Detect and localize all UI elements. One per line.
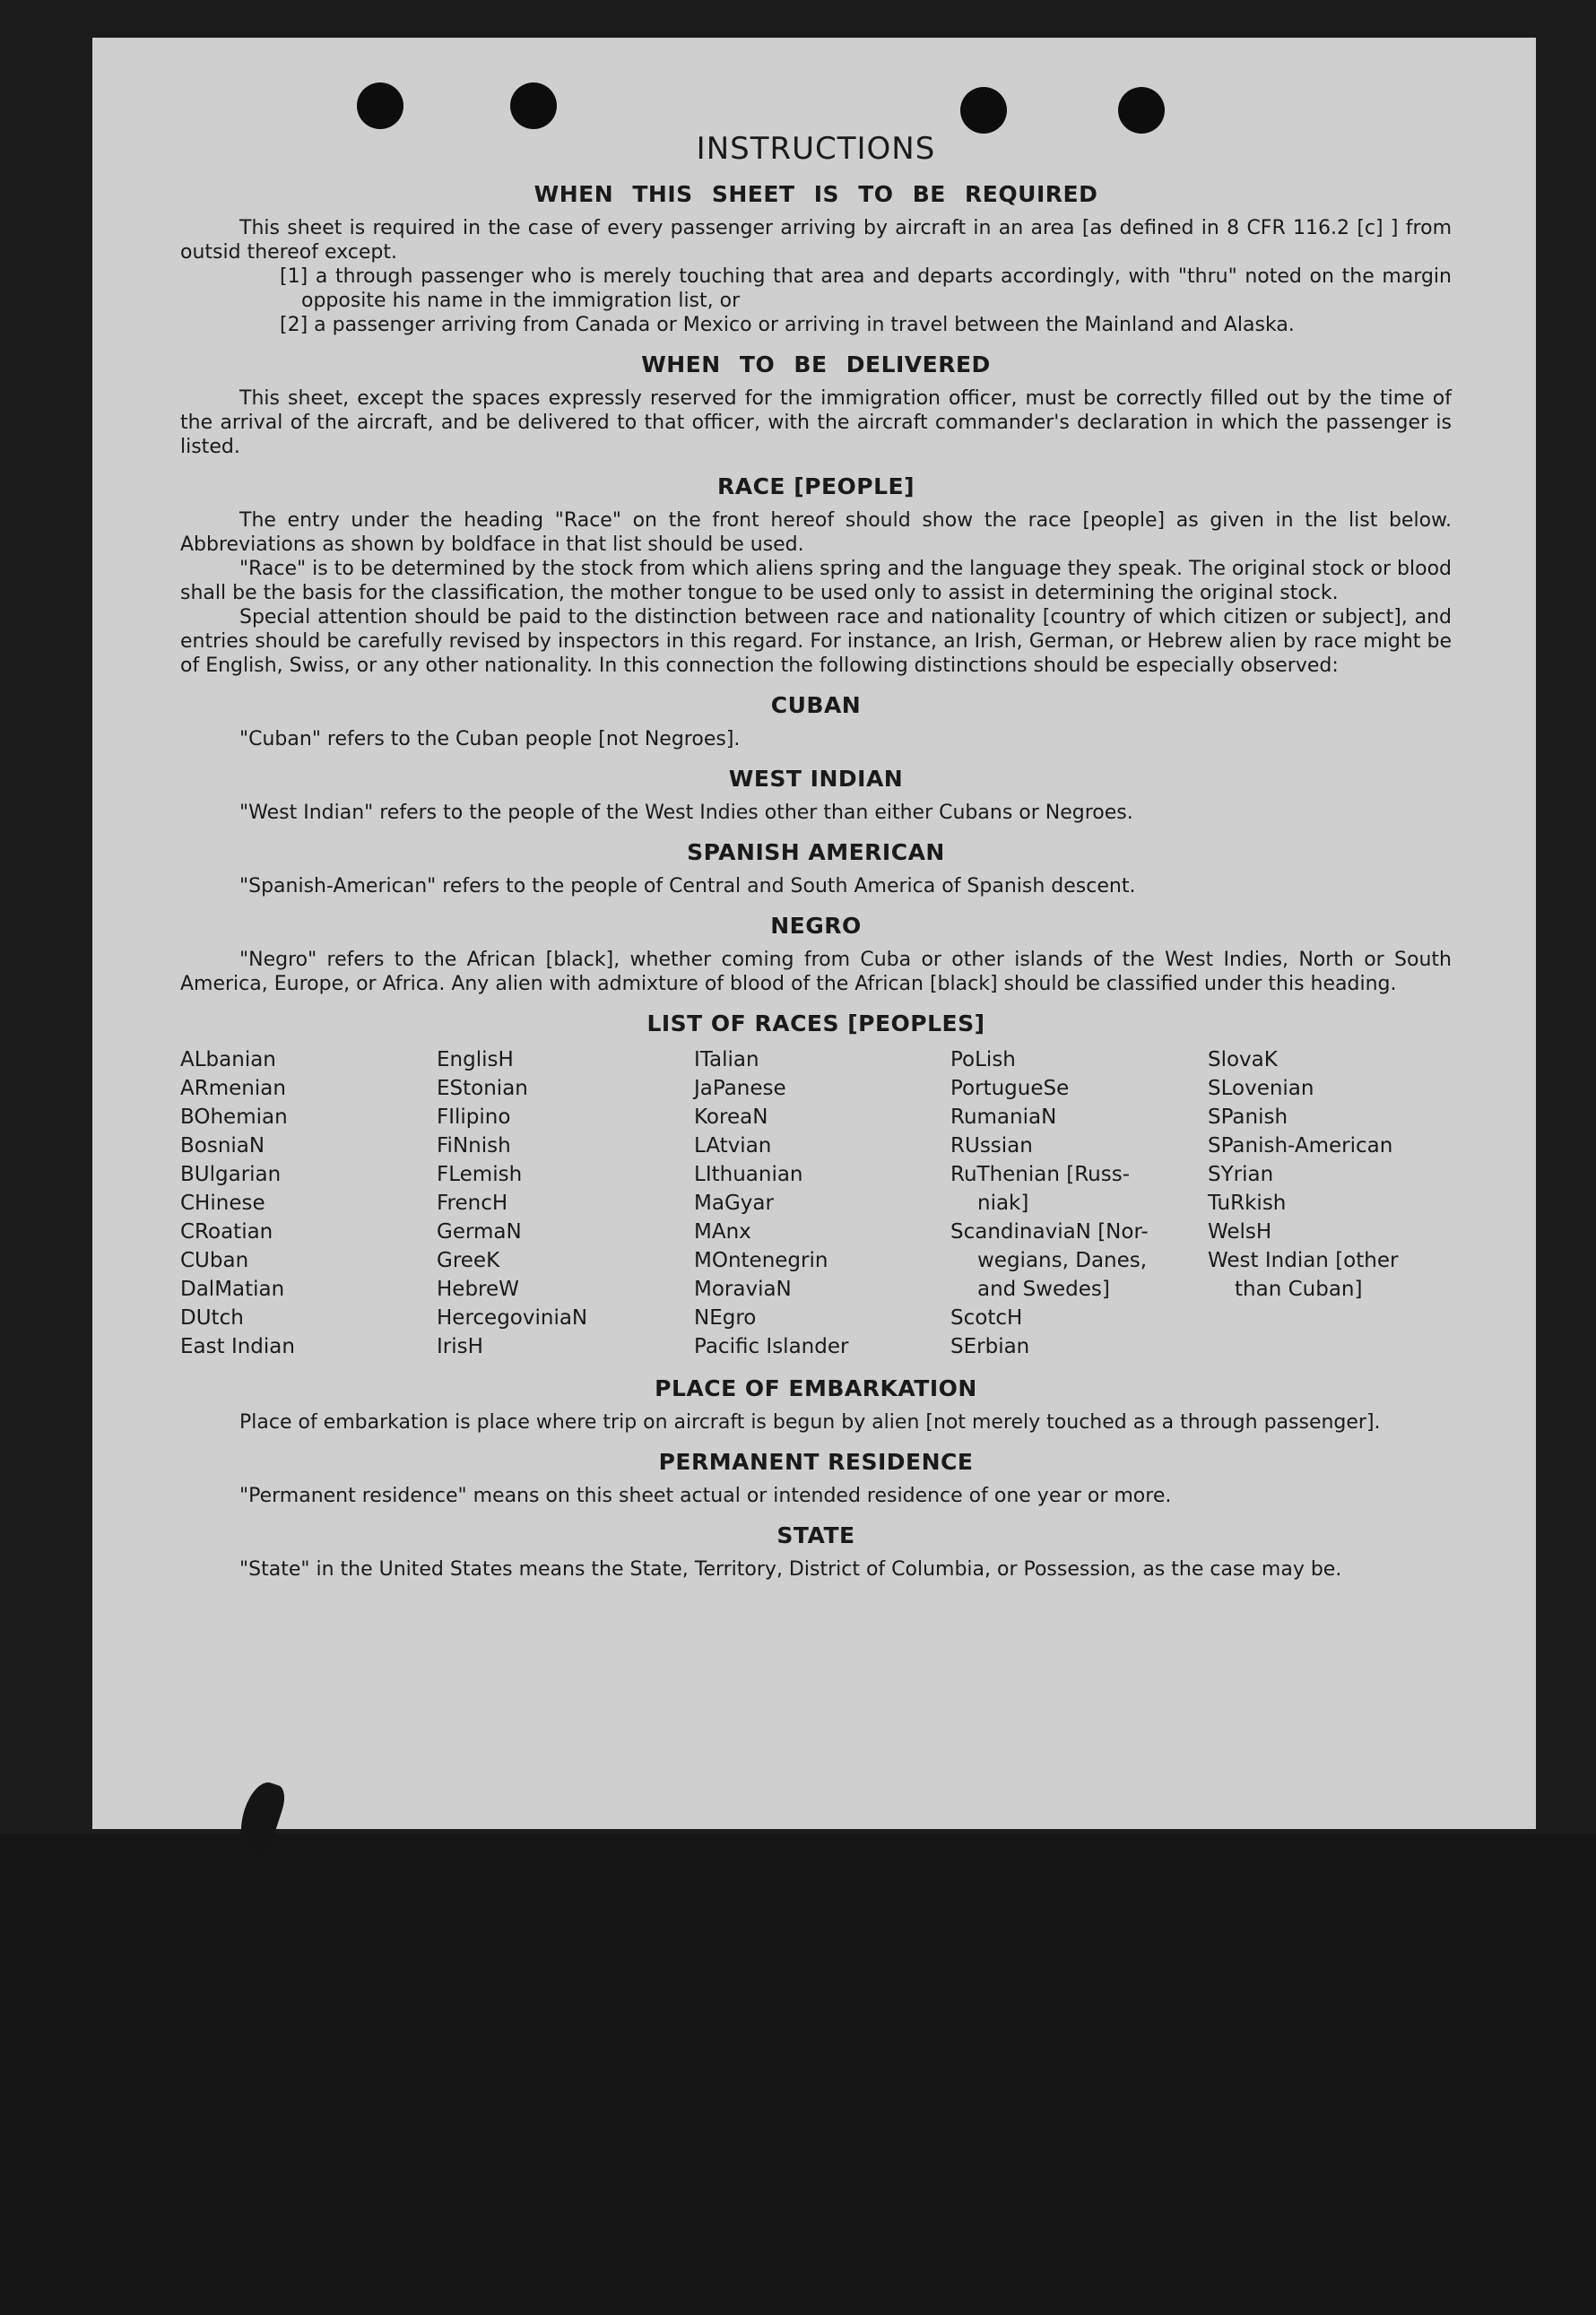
race-column-1 bbox=[180, 1045, 437, 1361]
heading-when-delivered: WHEN TO BE DELIVERED bbox=[641, 351, 991, 377]
race-entry: MOntenegrin bbox=[694, 1249, 828, 1272]
spanish-american-text: "Spanish-American" refers to the people of Central and South America of Spanish descent. bbox=[239, 875, 1136, 897]
race-entry: NEgro bbox=[694, 1306, 757, 1330]
race-entry: East Indian bbox=[180, 1335, 295, 1358]
race-entry: ScotcH bbox=[950, 1306, 1023, 1330]
race-entry: LIthuanian bbox=[694, 1163, 803, 1186]
heading-negro: NEGRO bbox=[770, 913, 862, 939]
race-entry: WelsH bbox=[1208, 1220, 1272, 1244]
race-entry: EStonian bbox=[437, 1077, 528, 1100]
race-entry: FLemish bbox=[437, 1163, 523, 1186]
when-required-intro: This sheet is required in the case of every passenger arriving by aircraft in an area [as defined in 8 CFR 116.2 [c] ] from outsid thereof except. bbox=[180, 217, 1452, 264]
race-entry: MAnx bbox=[694, 1220, 751, 1244]
heading-list-of-races: LIST OF RACES [PEOPLES] bbox=[646, 1010, 985, 1036]
race-entry: SPanish bbox=[1208, 1105, 1288, 1129]
race-entry: ITalian bbox=[694, 1048, 759, 1071]
race-entry: SYrian bbox=[1208, 1163, 1274, 1186]
race-entry: CUban bbox=[180, 1249, 249, 1272]
west-indian-text: "West Indian" refers to the people of the West Indies other than either Cubans or Negroes. bbox=[239, 802, 1133, 824]
race-column-4 bbox=[950, 1045, 1208, 1361]
race-entry: FrencH bbox=[437, 1192, 508, 1215]
race-list bbox=[180, 1045, 1452, 1361]
race-entry: LAtvian bbox=[694, 1134, 772, 1158]
race-entry: wegians, Danes, bbox=[977, 1249, 1148, 1272]
race-entry: SErbian bbox=[950, 1335, 1030, 1358]
race-entry: RUssian bbox=[950, 1134, 1033, 1158]
punch-hole bbox=[357, 82, 403, 129]
race-entry: DUtch bbox=[180, 1306, 244, 1330]
race-entry: and Swedes] bbox=[977, 1278, 1110, 1301]
exception-item-1: [1] a through passenger who is merely touching that area and departs accordingly, with "thru" noted on the margin opposite his name in the immigration list, or bbox=[280, 265, 1452, 312]
race-entry: EnglisH bbox=[437, 1048, 514, 1071]
race-entry: BUlgarian bbox=[180, 1163, 282, 1186]
race-entry: RumaniaN bbox=[950, 1105, 1057, 1129]
race-entry: niak] bbox=[977, 1192, 1029, 1215]
race-entry: MoraviaN bbox=[694, 1278, 792, 1301]
race-entry: FIlipino bbox=[437, 1105, 511, 1129]
race-entry: GreeK bbox=[437, 1249, 500, 1272]
race-entry: Pacific Islander bbox=[694, 1335, 849, 1358]
race-entry: RuThenian [Russ- bbox=[950, 1163, 1131, 1186]
race-entry: BOhemian bbox=[180, 1105, 288, 1129]
race-entry: TuRkish bbox=[1208, 1192, 1287, 1215]
heading-embarkation: PLACE OF EMBARKATION bbox=[655, 1375, 977, 1401]
punch-hole bbox=[960, 87, 1007, 134]
race-entry: GermaN bbox=[437, 1220, 522, 1244]
race-entry: DalMatian bbox=[180, 1278, 285, 1301]
race-entry: than Cuban] bbox=[1235, 1278, 1363, 1301]
film-background bbox=[0, 1834, 1596, 2315]
race-entry: FiNnish bbox=[437, 1134, 511, 1158]
race-paragraph-1: The entry under the heading "Race" on the front hereof should show the race [people] as given in the list below. Abbreviations as shown by boldface in that list should be used. bbox=[180, 509, 1452, 556]
race-entry: HercegoviniaN bbox=[437, 1306, 588, 1330]
instruction-sheet bbox=[92, 38, 1536, 1829]
race-entry: IrisH bbox=[437, 1335, 483, 1358]
negro-text: "Negro" refers to the African [black], whether coming from Cuba or other islands of the West Indies, North or South America, Europe, or Africa. Any alien with admixture of blood of the African [black] should be classified under this heading. bbox=[180, 949, 1452, 995]
race-entry: SLovenian bbox=[1208, 1077, 1314, 1100]
race-entry: West Indian [other bbox=[1208, 1249, 1399, 1272]
race-entry: BosniaN bbox=[180, 1134, 265, 1158]
race-column-2 bbox=[437, 1045, 694, 1361]
page-title: INSTRUCTIONS bbox=[696, 131, 936, 167]
race-paragraph-3: Special attention should be paid to the distinction between race and nationality [country of which citizen or subject], and entries should be carefully revised by inspectors in this regard. For instance, an Irish, German, or Hebrew alien by race might be of English, Swiss, or any other nationality. In this connection the following distinctions should be especially observed: bbox=[180, 606, 1452, 677]
race-entry: MaGyar bbox=[694, 1192, 774, 1215]
race-entry: ScandinaviaN [Nor- bbox=[950, 1220, 1149, 1244]
race-entry: PortugueSe bbox=[950, 1077, 1070, 1100]
heading-cuban: CUBAN bbox=[770, 692, 862, 718]
race-column-5 bbox=[1208, 1045, 1427, 1361]
race-entry: SPanish-American bbox=[1208, 1134, 1393, 1158]
race-entry: CRoatian bbox=[180, 1220, 273, 1244]
punch-hole bbox=[1118, 87, 1165, 134]
when-delivered-text: This sheet, except the spaces expressly reserved for the immigration officer, must be correctly filled out by the time of the arrival of the aircraft, and be delivered to that officer, with the aircraft commander's declaration in which the passenger is listed. bbox=[180, 387, 1452, 458]
exception-item-2: [2] a passenger arriving from Canada or Mexico or arriving in travel between the Mainland and Alaska. bbox=[280, 314, 1295, 336]
race-entry: JaPanese bbox=[694, 1077, 786, 1100]
cuban-text: "Cuban" refers to the Cuban people [not Negroes]. bbox=[239, 728, 741, 750]
heading-permanent-residence: PERMANENT RESIDENCE bbox=[658, 1449, 974, 1475]
heading-west-indian: WEST INDIAN bbox=[728, 766, 904, 792]
permanent-residence-text: "Permanent residence" means on this sheet actual or intended residence of one year or more. bbox=[239, 1485, 1172, 1507]
race-paragraph-2: "Race" is to be determined by the stock from which aliens spring and the language they speak. The original stock or blood shall be the basis for the classification, the mother tongue to be used only to assist in determining the original stock. bbox=[180, 558, 1452, 604]
embarkation-text: Place of embarkation is place where trip on aircraft is begun by alien [not merely touched as a through passenger]. bbox=[239, 1411, 1381, 1434]
heading-race: RACE [PEOPLE] bbox=[716, 473, 915, 499]
race-entry: CHinese bbox=[180, 1192, 265, 1215]
race-column-3 bbox=[694, 1045, 950, 1361]
race-entry: KoreaN bbox=[694, 1105, 768, 1129]
race-entry: ARmenian bbox=[180, 1077, 286, 1100]
race-entry: HebreW bbox=[437, 1278, 519, 1301]
heading-when-required: WHEN THIS SHEET IS TO BE REQUIRED bbox=[533, 181, 1098, 207]
race-entry: PoLish bbox=[950, 1048, 1016, 1071]
race-entry: SlovaK bbox=[1208, 1048, 1278, 1071]
heading-spanish-american: SPANISH AMERICAN bbox=[687, 839, 945, 865]
state-text: "State" in the United States means the State, Territory, District of Columbia, or Possession, as the case may be. bbox=[239, 1558, 1342, 1581]
punch-hole bbox=[510, 82, 557, 129]
race-entry: ALbanian bbox=[180, 1048, 276, 1071]
heading-state: STATE bbox=[776, 1522, 855, 1548]
